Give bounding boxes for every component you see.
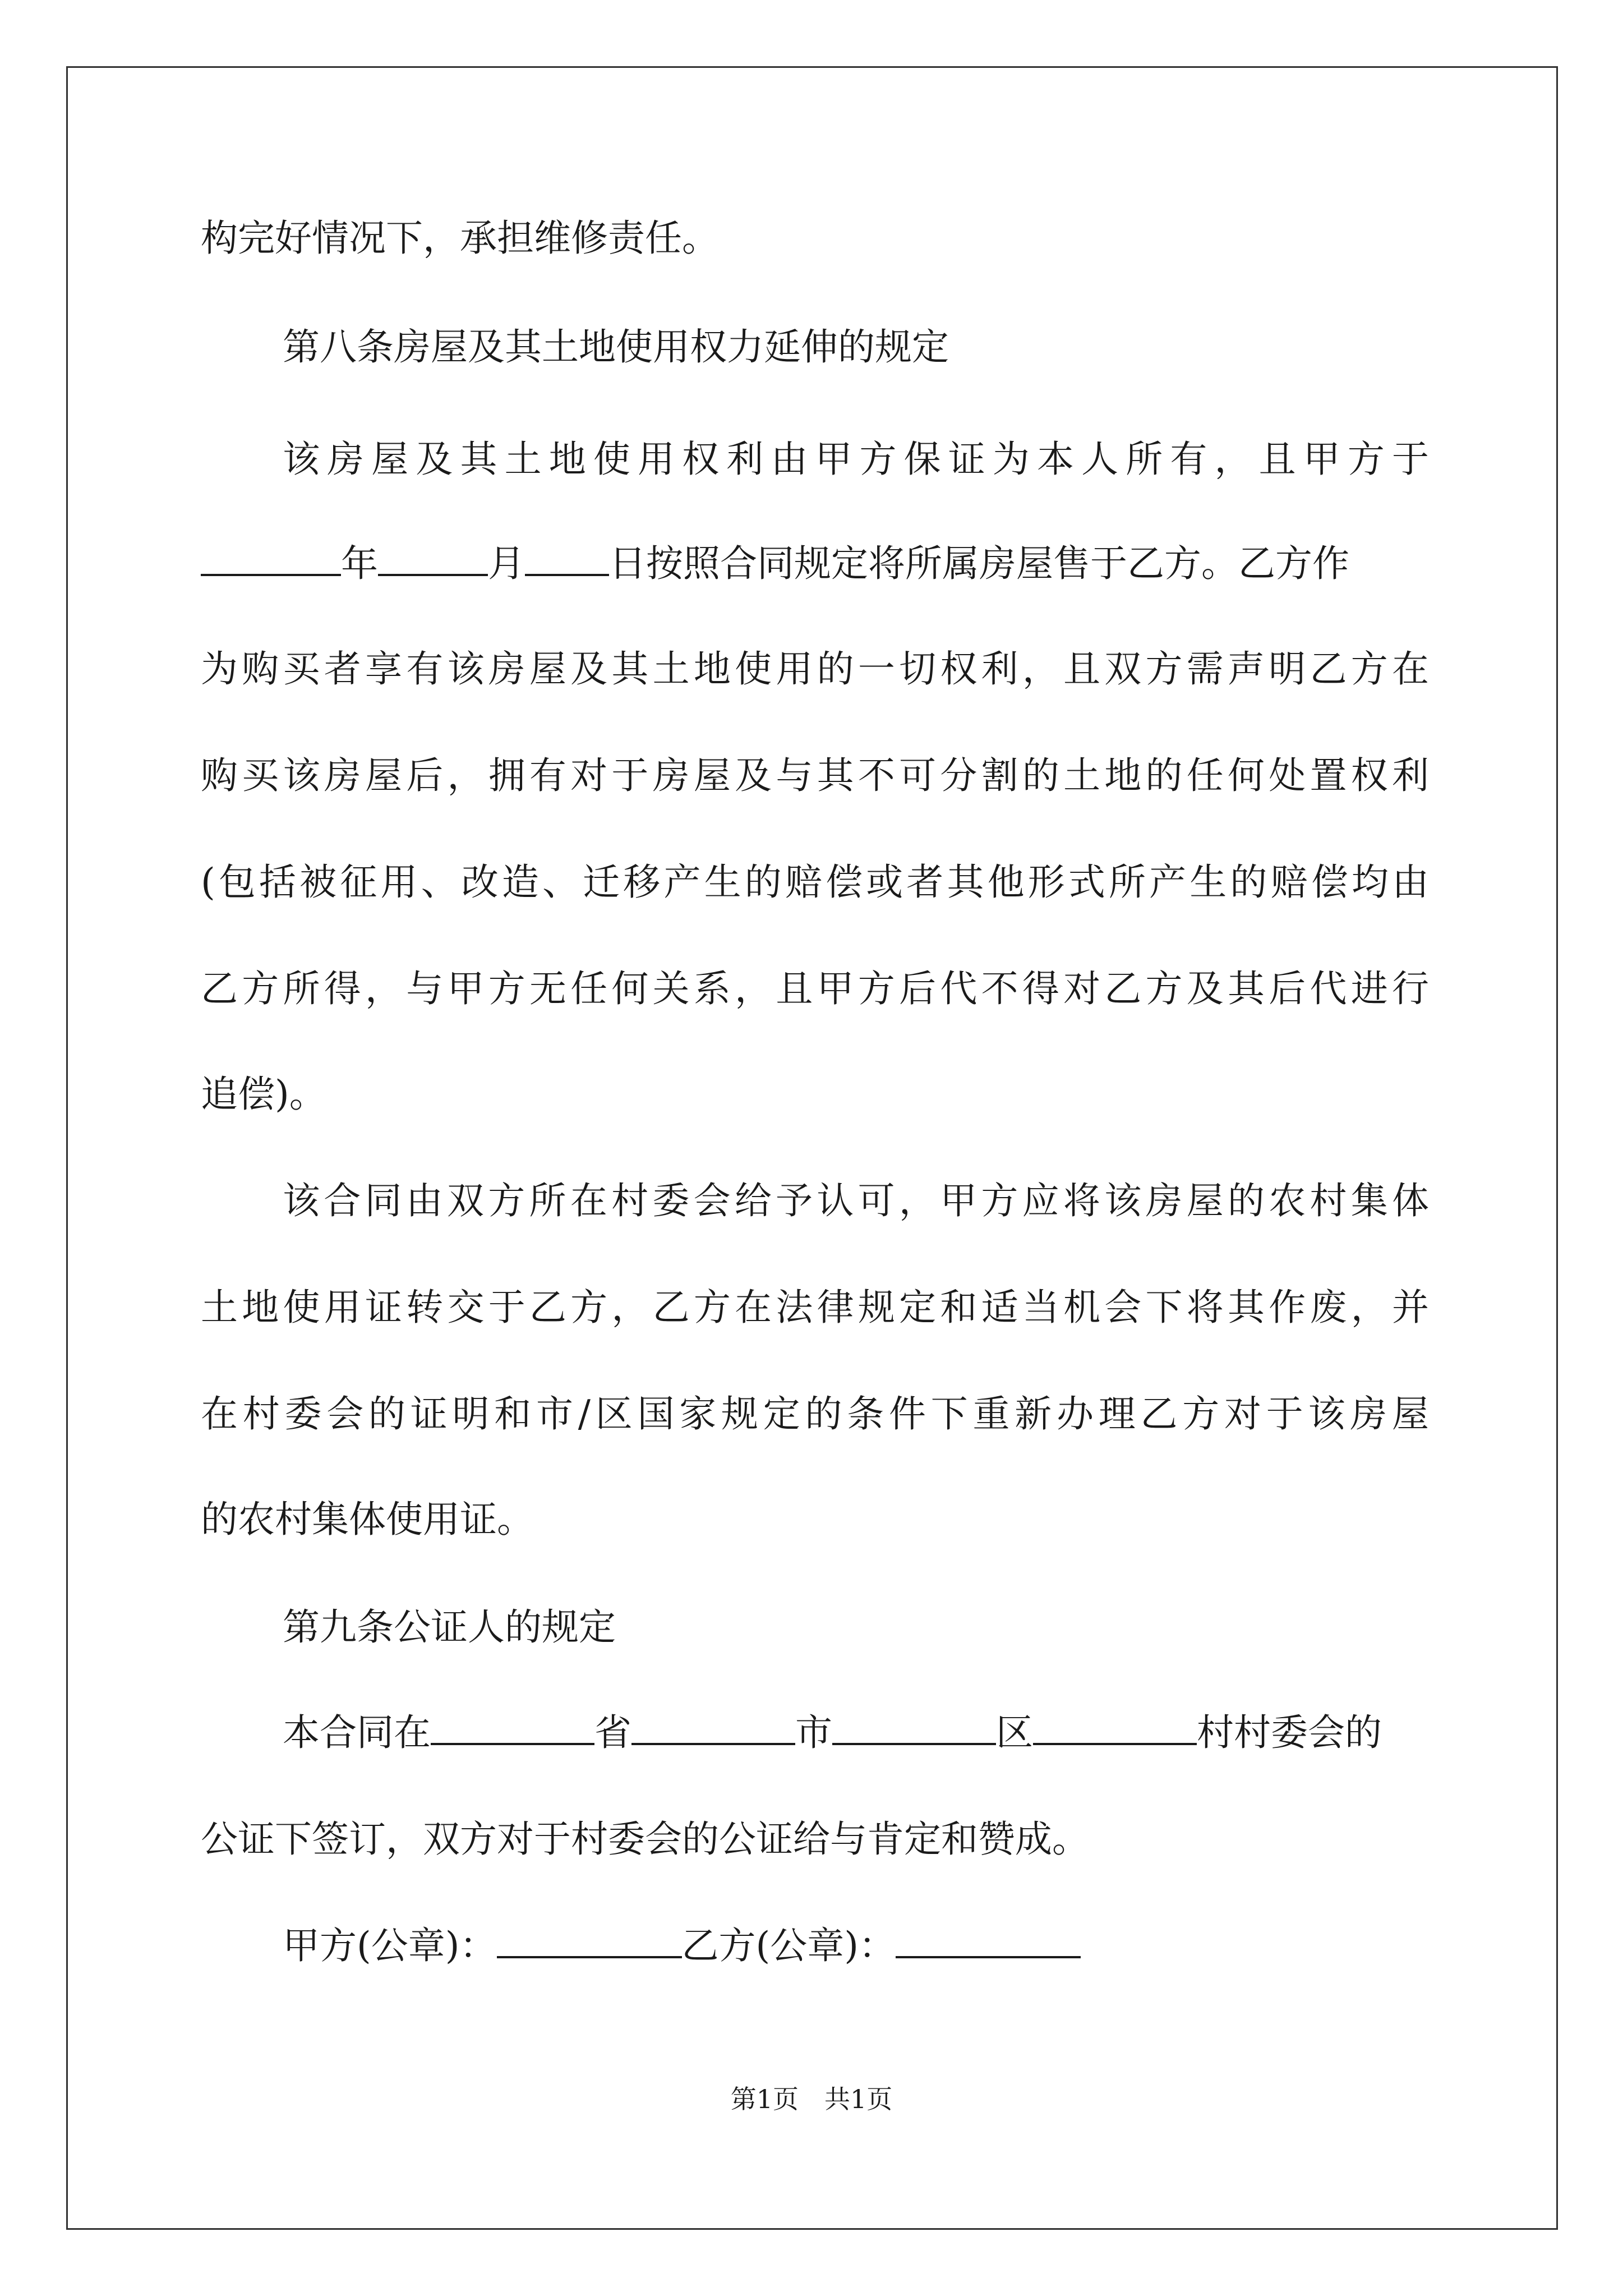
blank-year xyxy=(201,536,341,576)
year-label: 年 xyxy=(341,542,378,585)
month-label: 月 xyxy=(488,542,525,585)
page-border xyxy=(66,66,1558,2230)
blank-month xyxy=(378,536,488,576)
paragraph-line: 的农村集体使用证。 xyxy=(201,1498,534,1541)
party-a-seal-label: 甲方(公章)： xyxy=(283,1924,497,1967)
blank-village xyxy=(1033,1705,1197,1745)
date-rest-text: 日按照合同规定将所属房屋售于乙方。乙方作 xyxy=(609,542,1349,585)
blank-party-a-seal xyxy=(497,1918,682,1958)
paragraph-line: 追偿)。 xyxy=(201,1073,326,1116)
paragraph-line-date xyxy=(201,533,1349,595)
paragraph-line: (包括被征用、改造、迁移产生的赔偿或者其他形式所产生的赔偿均由 xyxy=(201,861,1429,904)
blank-district xyxy=(832,1705,996,1745)
blank-party-b-seal xyxy=(896,1918,1081,1958)
location-text-e: 村村委会的 xyxy=(1197,1711,1382,1754)
paragraph-line: 构完好情况下，承担维修责任。 xyxy=(201,217,719,260)
paragraph-line: 为购买者享有该房屋及其土地使用的一切权利，且双方需声明乙方在 xyxy=(201,647,1429,691)
party-b-seal-label: 乙方(公章)： xyxy=(681,1924,896,1967)
section-heading-article-9: 第九条公证人的规定 xyxy=(283,1605,616,1649)
blank-city xyxy=(631,1705,795,1745)
page-footer: 第1页 共1页 xyxy=(730,2084,893,2114)
paragraph-line: 乙方所得，与甲方无任何关系，且甲方后代不得对乙方及其后代进行 xyxy=(201,967,1429,1010)
section-heading-article-8: 第八条房屋及其土地使用权力延伸的规定 xyxy=(283,325,949,369)
district-label: 区 xyxy=(996,1711,1033,1754)
signature-line xyxy=(283,1915,1081,1977)
blank-province xyxy=(431,1705,594,1745)
paragraph-line: 土地使用证转交于乙方，乙方在法律规定和适当机会下将其作废，并 xyxy=(201,1286,1429,1329)
location-text-a: 本合同在 xyxy=(283,1711,431,1754)
paragraph-line: 该合同由双方所在村委会给予认可，甲方应将该房屋的农村集体 xyxy=(283,1179,1429,1222)
paragraph-line: 该房屋及其土地使用权利由甲方保证为本人所有，且甲方于 xyxy=(283,438,1429,481)
blank-day xyxy=(525,536,609,576)
paragraph-line: 购买该房屋后，拥有对于房屋及与其不可分割的土地的任何处置权利 xyxy=(201,754,1429,797)
city-label: 市 xyxy=(795,1711,832,1754)
paragraph-line: 公证下签订，双方对于村委会的公证给与肯定和赞成。 xyxy=(201,1818,1089,1861)
province-label: 省 xyxy=(594,1711,631,1754)
paragraph-line-location xyxy=(283,1702,1382,1764)
paragraph-line: 在村委会的证明和市/区国家规定的条件下重新办理乙方对于该房屋 xyxy=(201,1392,1429,1435)
